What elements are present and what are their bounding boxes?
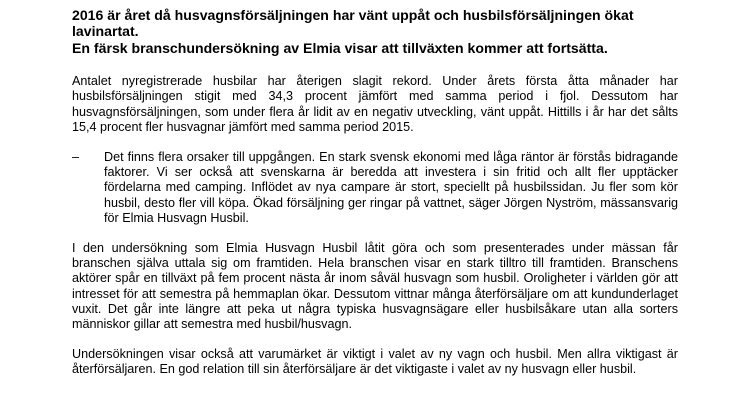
quote-text: Det finns flera orsaker till uppgången. En stark svensk ekonomi med låga räntor är förstås bidragande faktorer. Vi ser också att svenskarna är beredda att investera i sin fritid och allt fler upptäcker fördelarna med camping. Inflödet av nya campare är stort, speciellt på husbilssidan. Ju fler som kör husbil, desto fler vill köpa. Ökad försäljning ger ringar på vattnet, säger Jörgen Nyström, mässansvarig för Elmia Husvagn Husbil. [104, 150, 678, 225]
paragraph-survey: I den undersökning som Elmia Husvagn Husbil låtit göra och som presenterades under mässan får branschen själva uttala sig om framtiden. Hela branschen visar en stark tilltro till framtiden. Branschens aktörer spår en tillväxt på fem procent nästa år inom såväl husvagn som husbil. Oroligheter i världen gör att intresset för att semestra på hemmaplan ökar. Dessutom vittnar många återförsäljare om att kundunderlaget vuxit. Det går inte längre att peka ut några typiska husvagnsägare eller husbilsåkare utan alla sorters människor gillar att semestra med husbil/husvagn. [72, 241, 678, 332]
press-release-page [72, 7, 678, 378]
quote-dash: – [72, 150, 80, 165]
headline [72, 7, 678, 56]
quote-block [72, 150, 678, 226]
headline-line-2: En färsk branschundersökning av Elmia visar att tillväxten kommer att fortsätta. [72, 39, 608, 56]
headline-line-1: 2016 är året då husvagnsförsäljningen har vänt uppåt och husbilsförsäljningen ökat lavinartat. [72, 7, 634, 40]
paragraph-intro: Antalet nyregistrerade husbilar har återigen slagit rekord. Under årets första åtta månader har husbilsförsäljningen stigit med 34,3 procent jämfört med samma period i fjol. Dessutom har husvagnsförsäljningen, som under flera år lidit av en negativ utveckling, vänt uppåt. Hittills i år har det sålts 15,4 procent fler husvagnar jämfört med samma period 2015. [72, 74, 678, 134]
paragraph-brand: Undersökningen visar också att varumärket är viktigt i valet av ny vagn och husbil. Men allra viktigast är återförsäljaren. En god relation till sin återförsäljare är det viktigaste i valet av ny husvagn eller husbil. [72, 347, 678, 377]
